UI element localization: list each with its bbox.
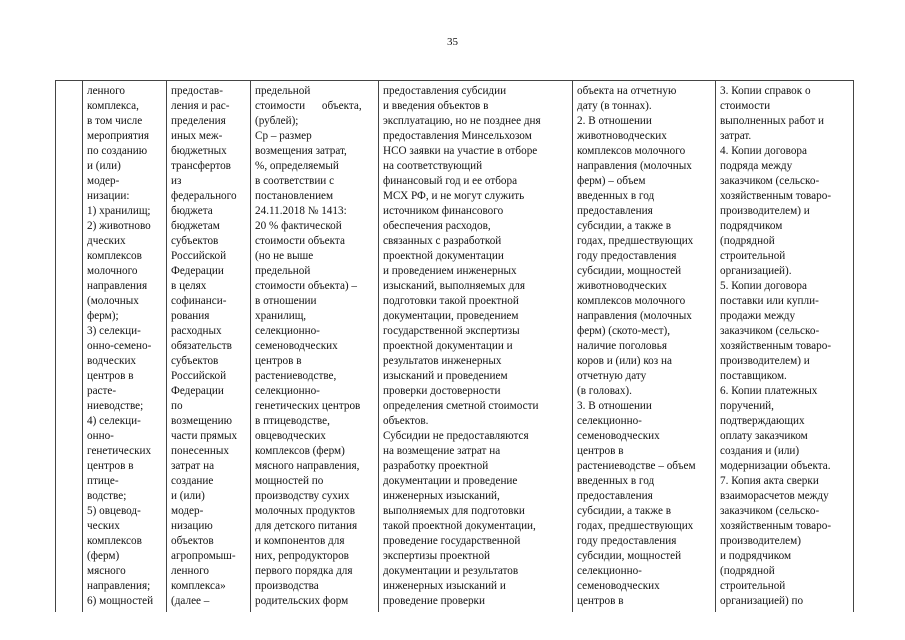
table-column-indicators	[572, 80, 715, 612]
table-column-documents	[715, 80, 854, 612]
table-cell	[56, 81, 82, 84]
table-column-calculation	[250, 80, 378, 612]
table-cell: предельной стоимости объекта, (рублей); Ср – размер возмещения затрат, %, определяемый в соответствии с постановлением 24.11.2018 № 1413: 20 % фактической стоимости объекта (но не выше предельной стоимости объекта) – в отношении хранилищ, селекционно- семеноводческих центров в растениеводстве, селекционно- генетических центров в птицеводстве, овцеводческих комплексов (ферм) мясного направления, мощностей по производству сухих молочных продуктов для детского питания и компонентов для них, репродукторов первого порядка для производства родительских форм	[255, 85, 362, 607]
table-cell: 3. Копии справок о стоимости выполненных работ и затрат. 4. Копии договора подряда между заказчиком (сельско- хозяйственным товаро- производителем) и подрядчиком (подрядной строительной организацией). 5. Копии договора поставки или купли- продажи между заказчиком (сельско- хозяйственным товаро- производителем) и поставщиком. 6. Копии платежных поручений, подтверждающих оплату заказчиком создания и (или) модернизации объекта. 7. Копия акта сверки взаиморасчетов между заказчиком (сельско- хозяйственным товаро- производителем) и подрядчиком (подрядной строительной организацией) по	[720, 85, 832, 607]
table-cell: предоставления субсидии и введения объектов в эксплуатацию, но не позднее дня предоставления Минсельхозом НСО заявки на участие в отборе на соответствующий финансовый год и ее отбора МСХ РФ, и не могут служить источником финансового обеспечения расходов, связанных с разработкой проектной документации и проведением инженерных изысканий, выполняемых для подготовки такой проектной документации, проведением государственной экспертизы проектной документации и результатов инженерных изысканий и проведением проверки достоверности определения сметной стоимости объектов. Субсидии не предоставляются на возмещение затрат на разработку проектной документации и проведение инженерных изысканий, выполняемых для подготовки такой проектной документации, проведение государственной экспертизы проектной документации и результатов инженерных изысканий и проведение проверки	[383, 85, 541, 607]
table-column-conditions	[378, 80, 572, 612]
page-number: 35	[447, 36, 458, 48]
table-cell: объекта на отчетную дату (в тоннах). 2. В отношении животноводческих комплексов молочного направления (молочных ферм) – объем введенных в год предоставления субсидии, а также в годах, предшествующих году предоставления субсидии, мощностей животноводческих комплексов молочного направления (молочных ферм) (ското-мест), наличие поголовья коров и (или) коз на отчетную дату (в головах). 3. В отношении селекционно- семеноводческих центров в растениеводстве – объем введенных в год предоставления субсидии, а также в годах, предшествующих году предоставления субсидии, мощностей селекционно- семеноводческих центров в	[577, 85, 696, 607]
table-cell: ленного комплекса, в том числе мероприятия по созданию и (или) модер- низации: 1) хранилищ; 2) животново дческих комплексов молочного направления (молочных ферм); 3) селекци- онно-семено- водческих центров в расте- ниеводстве; 4) селекци- онно- генетических центров в птице- водстве; 5) овцевод- ческих комплексов (ферм) мясного направления; 6) мощностей	[87, 85, 154, 607]
table-column-number	[55, 80, 82, 612]
table-column-activities	[82, 80, 166, 612]
document-table	[55, 80, 854, 612]
table-cell: предостав- ления и рас- пределения иных меж- бюджетных трансфертов из федерального бюджета бюджетам субъектов Российской Федерации в целях софинанси- рования расходных обязательств субъектов Российской Федерации по возмещению части прямых понесенных затрат на создание и (или) модер- низацию объектов агропромыш- ленного комплекса» (далее –	[171, 85, 238, 607]
table-column-legal-basis	[166, 80, 250, 612]
